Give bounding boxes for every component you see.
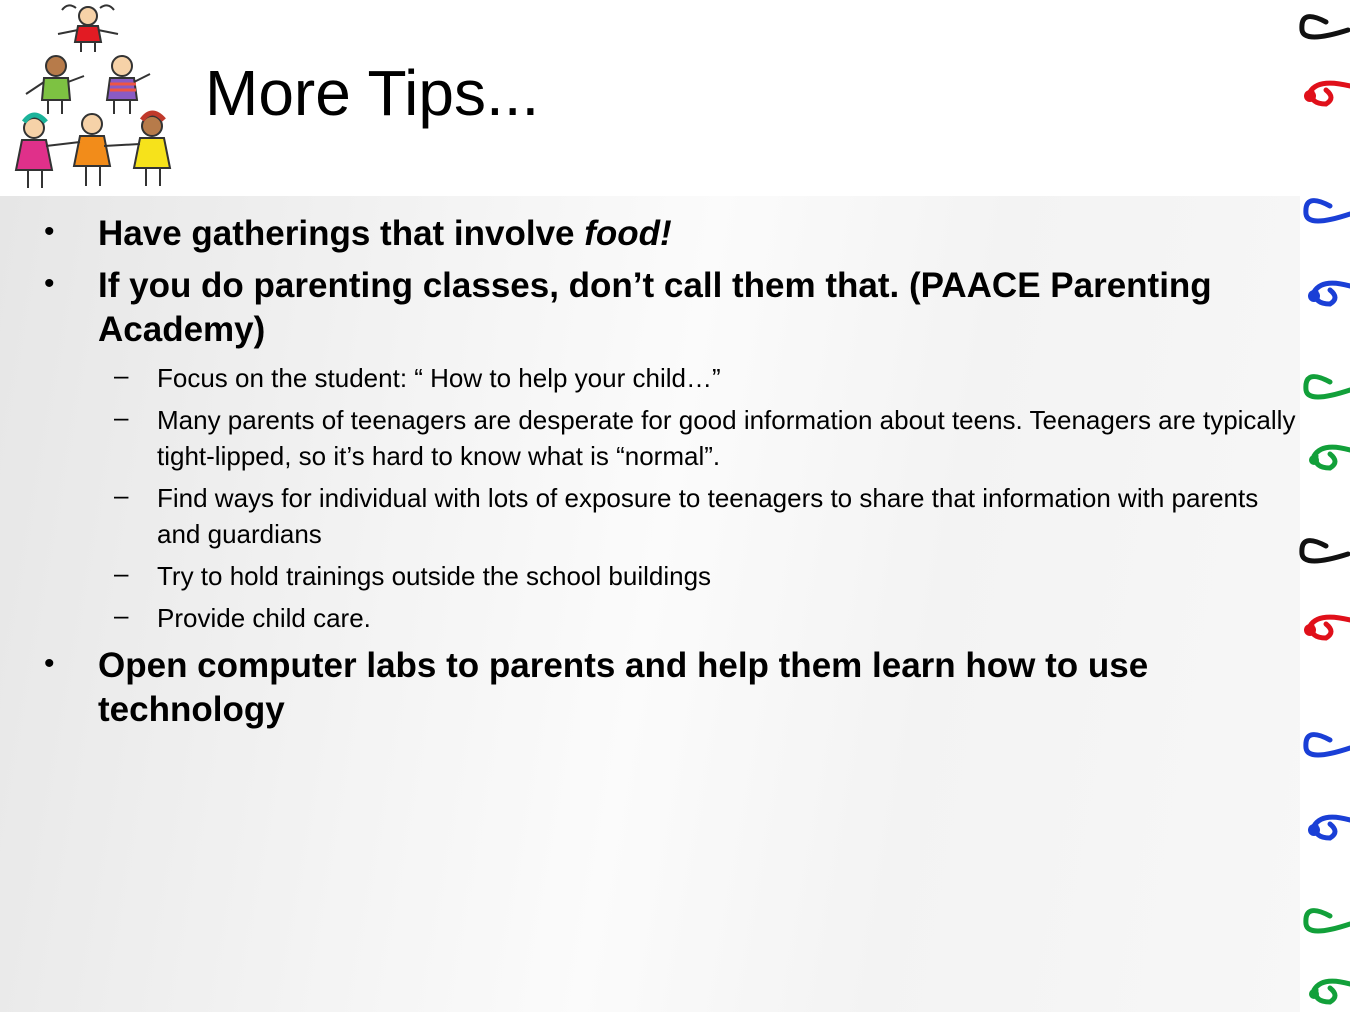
sub-bullet-item: Focus on the student: “ How to help your child…” [157,363,721,393]
bullet-glyph: • [44,647,55,680]
sub-bullet-item: Find ways for individual with lots of exposure to teenagers to share that information with parents and guardians [157,483,1259,549]
sub-bullet-dash: – [114,480,129,510]
bullet-text: Have gatherings that involve [98,214,585,253]
bullet-glyph: • [44,267,55,300]
bullet-item: Open computer labs to parents and help them learn how to use technology [98,646,1149,729]
children-pyramid-icon [6,0,172,196]
bullet-item [98,212,1298,256]
bullet-item: If you do parenting classes, don’t call them that. (PAACE Parenting Academy) [98,266,1212,349]
sub-bullet-dash: – [114,402,129,432]
bullet-emphasis: food! [584,214,672,253]
sub-bullet-dash: – [114,558,129,588]
sub-bullet-item: Try to hold trainings outside the school buildings [157,561,712,591]
sub-bullet-item: Many parents of teenagers are desperate for good information about teens. Teenagers are typically tight-lipped, so it’s hard to know what is “normal”. [157,405,1296,471]
sub-bullet-dash: – [114,600,129,630]
bullet-glyph: • [44,215,55,248]
slide-title: More Tips... [205,57,540,129]
swirl-border-icon [1296,0,1350,1012]
sub-bullet-item: Provide child care. [157,603,371,633]
sub-bullet-dash: – [114,360,129,390]
